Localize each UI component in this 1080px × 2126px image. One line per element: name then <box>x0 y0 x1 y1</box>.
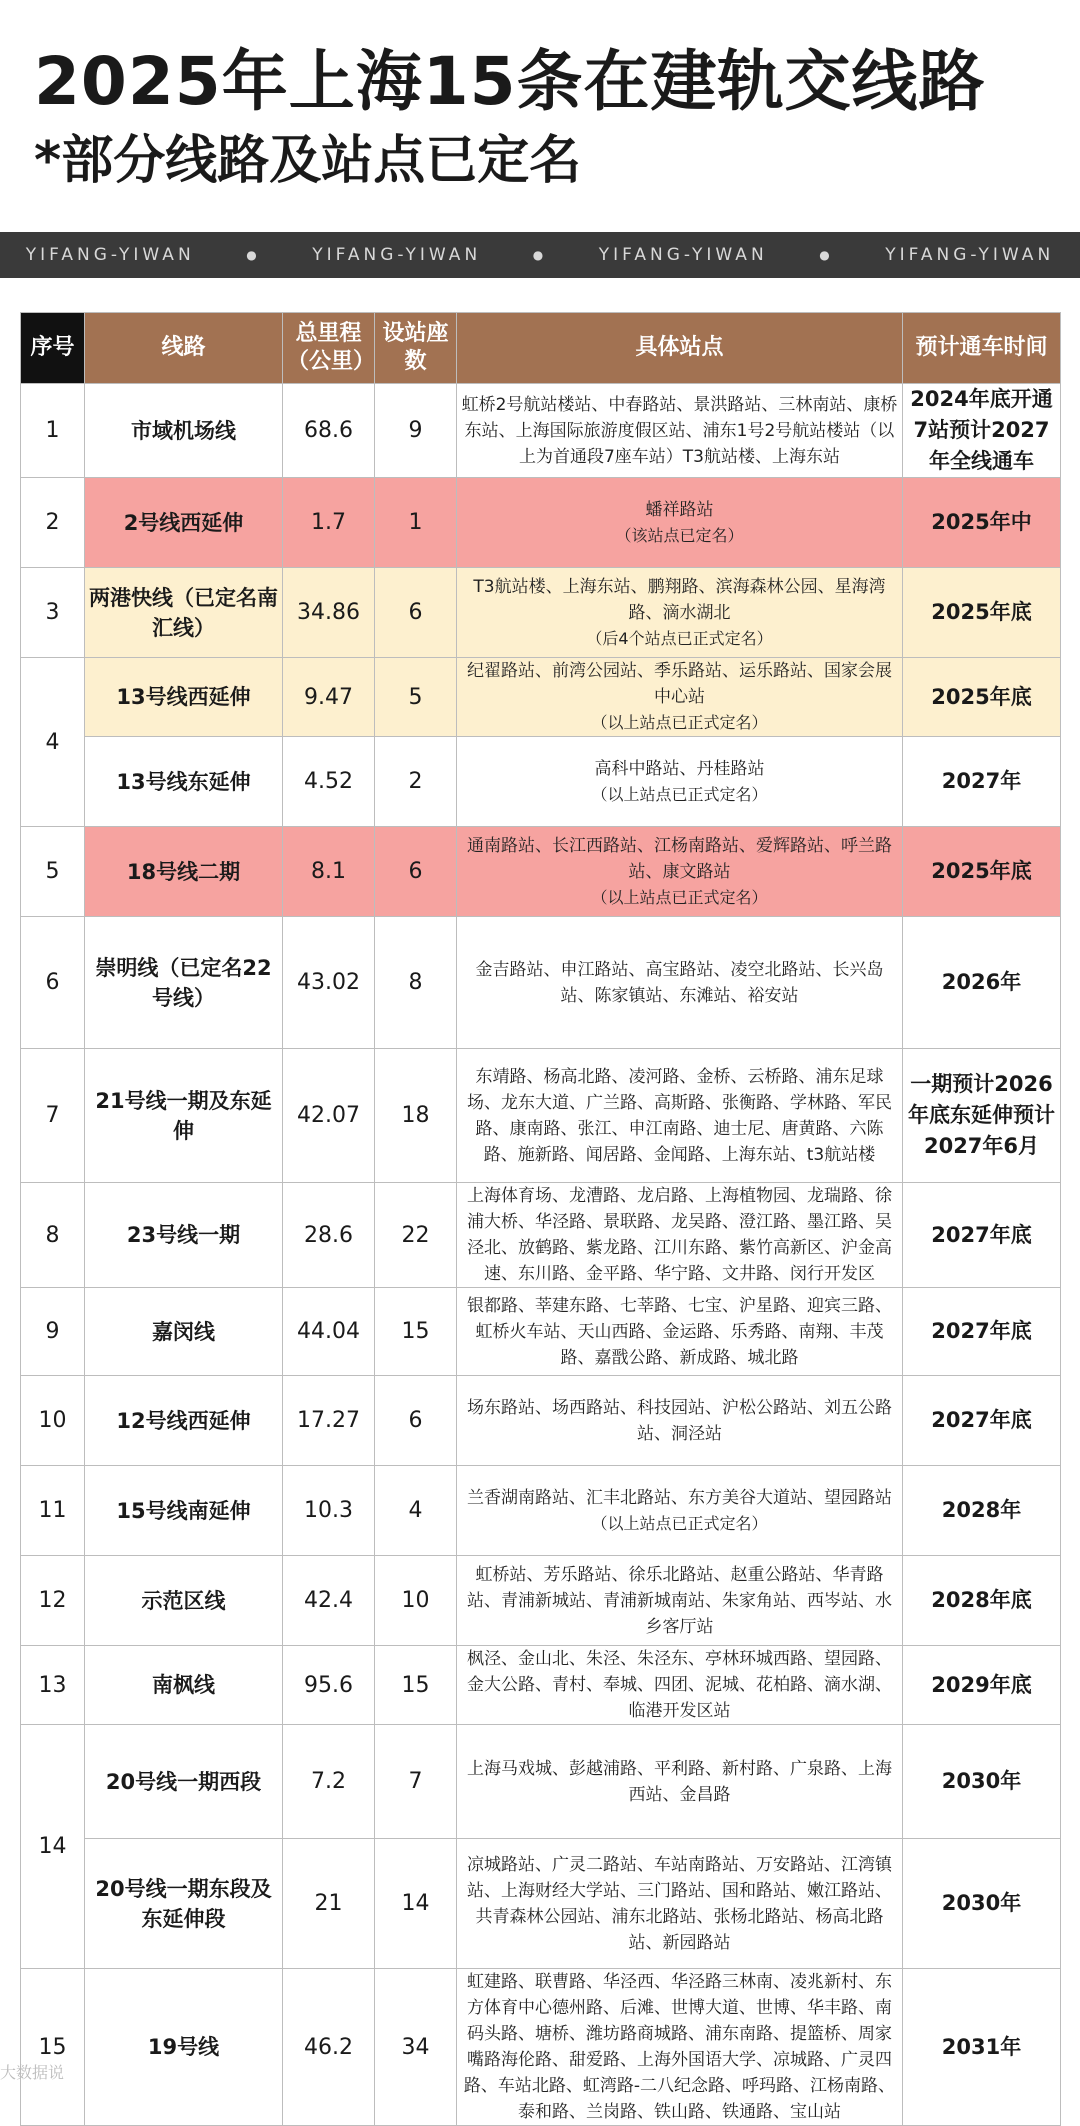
row-stations-list: 银都路、莘建东路、七莘路、七宝、沪星路、迎宾三路、虹桥火车站、天山西路、金运路、乐秀路、南翔、丰茂路、嘉戬公路、新成路、城北路 <box>467 1295 892 1368</box>
row-seq: 12 <box>21 1556 85 1646</box>
row-open-time: 2031年 <box>903 1969 1061 2126</box>
row-line-name: 南枫线 <box>85 1646 283 1725</box>
row-length: 42.4 <box>283 1556 375 1646</box>
row-stations <box>457 1376 903 1466</box>
table-row <box>21 1969 1061 2126</box>
row-open-time: 2025年底 <box>903 827 1061 917</box>
row-open-time: 2028年 <box>903 1466 1061 1556</box>
row-length: 10.3 <box>283 1466 375 1556</box>
row-seq: 13 <box>21 1646 85 1725</box>
brand-band <box>0 232 1080 278</box>
row-open-time: 2027年底 <box>903 1183 1061 1288</box>
band-text: YIFANG-YIWAN <box>885 245 1055 265</box>
row-station-count: 9 <box>375 384 457 478</box>
row-length: 4.52 <box>283 737 375 827</box>
header-stations: 具体站点 <box>457 313 903 384</box>
row-seq: 8 <box>21 1183 85 1288</box>
row-open-time: 2030年 <box>903 1839 1061 1969</box>
table-row <box>21 1288 1061 1376</box>
header-count: 设站座数 <box>375 313 457 384</box>
row-length: 8.1 <box>283 827 375 917</box>
row-stations-list: 上海马戏城、彭越浦路、平利路、新村路、广泉路、上海西站、金昌路 <box>467 1758 892 1805</box>
page-subtitle: *部分线路及站点已定名 <box>34 131 582 191</box>
row-station-count: 22 <box>375 1183 457 1288</box>
row-length: 28.6 <box>283 1183 375 1288</box>
row-open-time: 2027年底 <box>903 1288 1061 1376</box>
row-open-time: 2029年底 <box>903 1646 1061 1725</box>
row-stations-note: （以上站点已正式定名） <box>591 1513 768 1533</box>
table-row <box>21 478 1061 568</box>
row-line-name: 市域机场线 <box>85 384 283 478</box>
row-seq: 3 <box>21 568 85 658</box>
row-seq: 1 <box>21 384 85 478</box>
row-stations-list: 枫泾、金山北、朱泾、朱泾东、亭林环城西路、望园路、金大公路、青村、奉城、四团、泥城、花柏路、滴水湖、临港开发区站 <box>467 1649 892 1721</box>
table-row <box>21 917 1061 1049</box>
row-stations-list: 通南路站、长江西路站、江杨南路站、爱辉路站、呼兰路站、康文路站 <box>467 835 892 882</box>
row-open-time: 2030年 <box>903 1725 1061 1839</box>
band-dot: ● <box>532 248 548 262</box>
row-stations-list: 东靖路、杨高北路、凌河路、金桥、云桥路、浦东足球场、龙东大道、广兰路、高斯路、张衡路、学林路、军民路、康南路、张江、申江南路、迪士尼、唐黄路、六陈路、施新路、闻居路、金闻路、上海东站、t3航站楼 <box>467 1066 892 1165</box>
row-stations-list: 高科中路站、丹桂路站 <box>594 758 765 779</box>
band-text: YIFANG-YIWAN <box>25 245 195 265</box>
table-row <box>21 1725 1061 1839</box>
row-open-time: 2025年底 <box>903 568 1061 658</box>
row-length: 7.2 <box>283 1725 375 1839</box>
row-seq: 9 <box>21 1288 85 1376</box>
row-line-name: 15号线南延伸 <box>85 1466 283 1556</box>
header-seq: 序号 <box>21 313 85 384</box>
row-line-name: 21号线一期及东延伸 <box>85 1049 283 1183</box>
row-line-name: 18号线二期 <box>85 827 283 917</box>
watermark: 大数据说 <box>0 2063 65 2082</box>
row-length: 46.2 <box>283 1969 375 2126</box>
table-row <box>21 658 1061 737</box>
row-seq: 2 <box>21 478 85 568</box>
table-row <box>21 1556 1061 1646</box>
row-length: 9.47 <box>283 658 375 737</box>
metro-lines-table <box>20 312 1061 2126</box>
row-stations <box>457 478 903 568</box>
row-stations-list: 兰香湖南路站、汇丰北路站、东方美谷大道站、望园路站 <box>467 1487 892 1508</box>
row-seq: 15 <box>21 1969 85 2126</box>
row-stations <box>457 568 903 658</box>
row-station-count: 7 <box>375 1725 457 1839</box>
row-stations <box>457 658 903 737</box>
row-length: 95.6 <box>283 1646 375 1725</box>
row-station-count: 15 <box>375 1646 457 1725</box>
table-row <box>21 568 1061 658</box>
row-line-name: 崇明线（已定名22号线） <box>85 917 283 1049</box>
row-length: 17.27 <box>283 1376 375 1466</box>
table-header-row <box>21 313 1061 384</box>
row-station-count: 6 <box>375 568 457 658</box>
table-row <box>21 827 1061 917</box>
table-row <box>21 1183 1061 1288</box>
table-row <box>21 1049 1061 1183</box>
row-length: 21 <box>283 1839 375 1969</box>
row-stations-list: 场东路站、场西路站、科技园站、沪松公路站、刘五公路站、洞泾站 <box>467 1397 892 1444</box>
row-length: 44.04 <box>283 1288 375 1376</box>
row-line-name: 13号线西延伸 <box>85 658 283 737</box>
row-stations <box>457 1969 903 2126</box>
row-stations-list: 蟠祥路站 <box>645 499 714 520</box>
row-length: 43.02 <box>283 917 375 1049</box>
header-length: 总里程（公里） <box>283 313 375 384</box>
row-station-count: 2 <box>375 737 457 827</box>
row-open-time: 一期预计2026年底东延伸预计2027年6月 <box>903 1049 1061 1183</box>
row-stations-note: （该站点已定名） <box>615 525 744 545</box>
row-seq: 11 <box>21 1466 85 1556</box>
row-open-time: 2028年底 <box>903 1556 1061 1646</box>
row-station-count: 10 <box>375 1556 457 1646</box>
table-row <box>21 1839 1061 1969</box>
row-stations <box>457 737 903 827</box>
header-line: 线路 <box>85 313 283 384</box>
row-open-time: 2025年底 <box>903 658 1061 737</box>
band-dot: ● <box>246 248 261 262</box>
row-length: 42.07 <box>283 1049 375 1183</box>
band-text: YIFANG-YIWAN <box>312 245 482 265</box>
header-time: 预计通车时间 <box>903 313 1061 384</box>
row-station-count: 14 <box>375 1839 457 1969</box>
row-stations-note: （以上站点已正式定名） <box>591 713 768 732</box>
row-stations-list: 凉城路站、广灵二路站、车站南路站、万安路站、江湾镇站、上海财经大学站、三门路站、国和路站、嫩江路站、共青森林公园站、浦东北路站、张杨北路站、杨高北路站、新园路站 <box>467 1854 892 1953</box>
row-stations-note: （以上站点已正式定名） <box>591 887 768 907</box>
row-station-count: 34 <box>375 1969 457 2126</box>
row-stations-list: T3航站楼、上海东站、鹏翔路、滨海森林公园、星海湾路、滴水湖北 <box>473 576 886 623</box>
row-line-name: 13号线东延伸 <box>85 737 283 827</box>
row-station-count: 4 <box>375 1466 457 1556</box>
row-open-time: 2027年 <box>903 737 1061 827</box>
row-seq: 14 <box>21 1725 85 1969</box>
row-seq: 7 <box>21 1049 85 1183</box>
row-line-name: 20号线一期西段 <box>85 1725 283 1839</box>
band-text: YIFANG-YIWAN <box>598 245 768 265</box>
row-length: 68.6 <box>283 384 375 478</box>
row-open-time: 2027年底 <box>903 1376 1061 1466</box>
row-station-count: 18 <box>375 1049 457 1183</box>
row-station-count: 6 <box>375 827 457 917</box>
row-length: 1.7 <box>283 478 375 568</box>
row-stations <box>457 1725 903 1839</box>
row-stations <box>457 1556 903 1646</box>
row-seq: 4 <box>21 658 85 827</box>
row-stations-list: 虹建路、联曹路、华泾西、华泾路三林南、凌兆新村、东方体育中心德州路、后滩、世博大道、世博、华丰路、南码头路、塘桥、潍坊路商城路、浦东南路、提篮桥、周家嘴路海伦路、甜爱路、上海外国语大学、凉城路、广灵四路、车站北路、虹湾路-二八纪念路、呼玛路、江杨南路、泰和路、兰岗路、铁山路、铁通路、宝山站 <box>463 1972 896 2122</box>
band-dot: ● <box>819 248 834 262</box>
row-station-count: 6 <box>375 1376 457 1466</box>
row-stations <box>457 827 903 917</box>
table-row <box>21 1466 1061 1556</box>
row-station-count: 5 <box>375 658 457 737</box>
row-line-name: 2号线西延伸 <box>85 478 283 568</box>
row-seq: 10 <box>21 1376 85 1466</box>
row-line-name: 19号线 <box>85 1969 283 2126</box>
row-stations <box>457 384 903 478</box>
row-station-count: 8 <box>375 917 457 1049</box>
table-row <box>21 1376 1061 1466</box>
row-seq: 5 <box>21 827 85 917</box>
row-open-time: 2026年 <box>903 917 1061 1049</box>
row-stations <box>457 1288 903 1376</box>
table-row <box>21 737 1061 827</box>
row-open-time: 2025年中 <box>903 478 1061 568</box>
row-stations-list: 虹桥站、芳乐路站、徐乐北路站、赵重公路站、华青路站、青浦新城站、青浦新城南站、朱家角站、西岑站、水乡客厅站 <box>467 1564 892 1637</box>
row-station-count: 15 <box>375 1288 457 1376</box>
row-stations <box>457 1839 903 1969</box>
row-stations-note: （后4个站点已正式定名） <box>586 628 773 648</box>
row-stations-note: （以上站点已正式定名） <box>591 784 768 804</box>
row-line-name: 12号线西延伸 <box>85 1376 283 1466</box>
table-row <box>21 384 1061 478</box>
row-line-name: 嘉闵线 <box>85 1288 283 1376</box>
page-title: 2025年上海15条在建轨交线路 <box>34 43 986 120</box>
row-line-name: 两港快线（已定名南汇线） <box>85 568 283 658</box>
row-line-name: 23号线一期 <box>85 1183 283 1288</box>
row-stations <box>457 1049 903 1183</box>
row-line-name: 20号线一期东段及东延伸段 <box>85 1839 283 1969</box>
row-stations <box>457 917 903 1049</box>
row-stations-list: 虹桥2号航站楼站、中春路站、景洪路站、三林南站、康桥东站、上海国际旅游度假区站、浦东1号2号航站楼站（以上为首通段7座车站）T3航站楼、上海东站 <box>461 394 898 467</box>
row-open-time: 2024年底开通7站预计2027年全线通车 <box>903 384 1061 478</box>
table-row <box>21 1646 1061 1725</box>
row-stations <box>457 1466 903 1556</box>
row-line-name: 示范区线 <box>85 1556 283 1646</box>
row-stations-list: 金吉路站、申江路站、高宝路站、凌空北路站、长兴岛站、陈家镇站、东滩站、裕安站 <box>475 959 884 1006</box>
row-stations <box>457 1646 903 1725</box>
row-length: 34.86 <box>283 568 375 658</box>
row-stations-list: 上海体育场、龙漕路、龙启路、上海植物园、龙瑞路、徐浦大桥、华泾路、景联路、龙吴路、澄江路、墨江路、吴泾北、放鹤路、紫龙路、江川东路、紫竹高新区、沪金高速、东川路、金平路、华宁路、文井路、闵行开发区 <box>467 1186 892 1284</box>
row-seq: 6 <box>21 917 85 1049</box>
row-stations-list: 纪翟路站、前湾公园站、季乐路站、运乐路站、国家会展中心站 <box>467 661 892 707</box>
row-stations <box>457 1183 903 1288</box>
row-station-count: 1 <box>375 478 457 568</box>
